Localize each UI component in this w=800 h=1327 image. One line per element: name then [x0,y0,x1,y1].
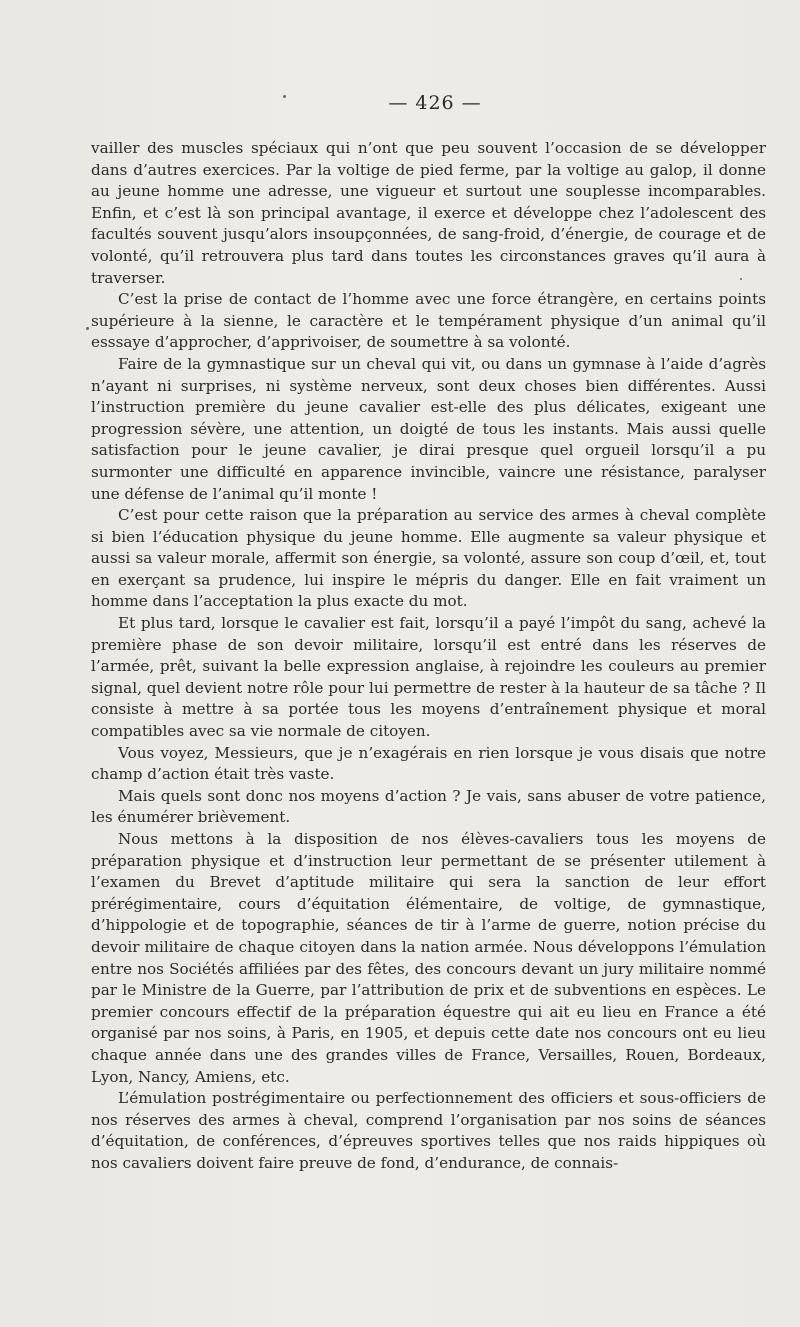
body-text [91,138,766,1175]
paper-speck [740,278,742,280]
paper-speck [86,327,89,330]
paper-speck [283,95,286,98]
paragraph-7: Mais quels sont donc nos moyens d’action ? Je vais, sans abuser de votre patience, les énumérer brièvement. [91,786,766,827]
paragraph-9: L’émulation postrégimentaire ou perfectionnement des officiers et sous-officiers de nos réserves des armes à cheval, comprend l’organisation par nos soins de séances d’équitation, de conférences, d’épreuves sportives telles que nos raids hippiques où nos cavaliers doivent faire preuve de fond, d’endurance, de connais- [91,1089,766,1172]
paragraph-1: vailler des muscles spéciaux qui n’ont que peu souvent l’occasion de se développer dans d’autres exercices. Par la voltige de pied ferme, par la voltige au galop, il donne au jeune homme une adresse, une vigueur et surtout une souplesse incomparables. Enfin, et c’est là son principal avantage, il exerce et développe chez l’adolescent des facultés souvent jusqu’alors insoupçonnées, de sang-froid, d’énergie, de courage et de volonté, qu’il retrouvera plus tard dans toutes les circonstances graves qu’il aura à traverser. [91,139,766,287]
page-number: — 426 — [388,92,482,114]
paragraph-3: Faire de la gymnastique sur un cheval qui vit, ou dans un gymnase à l’aide d’agrès n’ayant ni surprises, ni système nerveux, sont deux choses bien différentes. Aussi l’instruction première du jeune cavalier est-elle des plus délicates, exigeant une progression sévère, une attention, un doigté de tous les instants. Mais aussi quelle satisfaction pour le jeune cavalier, je dirai presque quel orgueil lorsqu’il a pu surmonter une difficulté en apparence invincible, vaincre une résistance, paralyser une défense de l’animal qu’il monte ! [91,354,766,503]
paragraph-5: Et plus tard, lorsque le cavalier est fait, lorsqu’il a payé l’impôt du sang, achevé la première phase de son devoir militaire, lorsqu’il est entré dans les réserves de l’armée, prêt, suivant la belle expression anglaise, à rejoindre les couleurs au premier signal, quel devient notre rôle pour lui permettre de rester à la hauteur de sa tâche ? Il consiste à mettre à sa portée tous les moyens d’entraînement physique et moral compatibles avec sa vie normale de citoyen. [91,614,766,741]
paragraph-2: C’est la prise de contact de l’homme avec une force étrangère, en certains points supérieure à la sienne, le caractère et le tempérament physique d’un animal qu’il esssaye d’approcher, d’apprivoiser, de soumettre à sa volonté. [91,290,766,352]
paragraph-6: Vous voyez, Messieurs, que je n’exagérais en rien lorsque je vous disais que notre champ d’action était très vaste. [91,743,766,784]
paragraph-8: Nous mettons à la disposition de nos élèves-cavaliers tous les moyens de préparation physique et d’instruction leur permettant de se présenter utilement à l’examen du Brevet d’aptitude militaire qui sera la sanction de leur effort prérégimentaire, cours d’équitation élémentaire, de voltige, de gymnastique, d’hippologie et de topographie, séances de tir à l’arme de guerre, notion précise du devoir militaire de chaque citoyen dans la nation armée. Nous développons l’émulation entre nos Sociétés affiliées par des fêtes, des concours devant un jury militaire nommé par le Ministre de la Guerre, par l’attribution de prix et de subventions en espèces. Le premier concours effectif de la préparation équestre qui ait eu lieu en France a été organisé par nos soins, à Paris, en 1905, et depuis cette date nos concours ont eu lieu chaque année dans une des grandes villes de France, Versailles, Rouen, Bordeaux, Lyon, Nancy, Amiens, etc. [91,830,766,1086]
paragraph-4: C’est pour cette raison que la préparation au service des armes à cheval complète si bien l’éducation physique du jeune homme. Elle augmente sa valeur physique et aussi sa valeur morale, affermit son énergie, sa volonté, assure son coup d’œil, et, tout en exerçant sa prudence, lui inspire le mépris du danger. Elle en fait vraiment un homme dans l’acceptation la plus exacte du mot. [91,506,766,611]
